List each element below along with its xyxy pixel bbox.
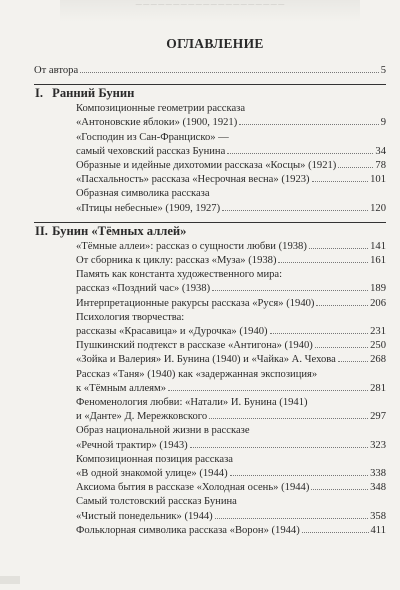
leader-dots [239,124,378,125]
toc-entry[interactable] [34,254,386,268]
toc-entry-line [76,202,386,216]
toc-entry[interactable] [34,102,386,130]
toc-entry-title: Память как константа художественного мира: [76,269,283,281]
toc-entry-title: Образ национальной жизни в рассказе [76,425,250,437]
toc-entry-title: Образные и идейные дихотомии рассказа «Косцы» (1921) [76,160,337,172]
toc-entry-title: Композиционные геометрии рассказа [76,103,246,115]
leader-dots [270,333,369,334]
toc-entry[interactable] [34,311,386,339]
toc-entry-title: «Тёмные аллеи»: рассказ о сущности любви (1938) [76,240,307,252]
toc-entry-title: Образная символика рассказа [76,188,210,200]
leader-dots [230,475,369,476]
leader-dots [80,72,379,73]
leader-dots [278,262,368,263]
toc-entry-title: «Речной трактир» (1943) [76,439,188,451]
leader-dots [212,290,368,291]
toc-entry[interactable] [34,481,386,495]
toc-entry-title: к «Тёмным аллеям» [76,382,167,394]
leader-dots [311,489,368,490]
toc-entry-page: 358 [370,510,386,522]
leader-dots [302,532,369,533]
toc-entry-page: 101 [370,174,386,186]
section-title: Ранний Бунин [52,86,135,101]
toc-entry-title: Фольклорная символика рассказа «Ворон» (1944) [76,524,300,536]
page-corner-mark [0,576,20,584]
toc-entry-page: 323 [370,439,386,451]
toc-entry-line [76,382,386,396]
leader-dots [309,248,368,249]
toc-entry[interactable] [34,524,386,538]
toc-entry-title: «В одной знакомой улице» (1944) [76,468,228,480]
toc-entry-title: самый чеховский рассказ Бунина [76,145,226,157]
toc-entry-line [76,116,386,130]
toc-entry-page: 268 [370,354,386,366]
section-title: Бунин «Тёмных аллей» [52,223,187,238]
toc-entry-title: Психология творчества: [76,311,185,323]
leader-dots [315,347,368,348]
toc-entry-page: 120 [370,202,386,214]
toc-entry-line [76,173,386,187]
toc-entry-title: «Чистый понедельник» (1944) [76,510,213,522]
toc-entry-line [76,439,386,453]
toc-entry[interactable] [34,339,386,353]
toc-entry[interactable] [34,187,386,215]
toc-entry-title: От сборника к циклу: рассказ «Муза» (1938) [76,255,277,267]
toc-entry-title: «Зойка и Валерия» И. Бунина (1940) и «Чайка» А. Чехова [76,354,336,366]
toc-entry[interactable] [34,268,386,296]
toc-entry-title: Аксиома бытия в рассказе «Холодная осень» (1944) [76,482,310,494]
toc-entry-title: рассказы «Красавица» и «Дурочка» (1940) [76,326,268,338]
toc-entry-title: Пушкинский подтекст в рассказе «Антигона» (1940) [76,340,313,352]
toc-entry[interactable] [34,368,386,396]
toc-entry-line [76,524,386,538]
leader-dots [227,153,373,154]
toc-entry[interactable] [34,297,386,311]
toc-entry-page: 348 [370,482,386,494]
toc-entry-title: Феноменология любви: «Натали» И. Бунина (1941) [76,397,308,409]
toc-entry-line [76,145,386,159]
toc-entry-page: 161 [370,255,386,267]
toc-sections [34,84,386,538]
toc-entry-page: 338 [370,468,386,480]
leader-dots [312,181,369,182]
toc-entry-title: «Господин из Сан-Франциско» — [76,131,229,143]
section-number: I. [35,86,44,101]
toc-entry[interactable] [34,240,386,254]
toc-entry-line [76,481,386,495]
section-heading [34,223,386,240]
section-heading [34,85,386,102]
leader-dots [190,447,368,448]
toc-entry[interactable] [34,453,386,481]
toc-entry-page: 9 [380,117,386,129]
toc-entry-title: «Птицы небесные» (1909, 1927) [76,202,221,214]
toc-entry-line [76,353,386,367]
toc-entry[interactable] [34,424,386,452]
toc-entry-title: рассказ «Поздний час» (1938) [76,283,211,295]
toc-entry-line [76,467,386,481]
toc-entry[interactable] [34,173,386,187]
toc-entry-title: Интерпретационные ракурсы рассказа «Руся» (1940) [76,297,315,309]
toc-entry-page: 5 [380,65,386,76]
toc-entry[interactable] [34,159,386,173]
toc-entry-page: 281 [370,382,386,394]
page-title: ОГЛАВЛЕНИЕ [166,36,264,51]
leader-dots [215,518,368,519]
toc-entry-line [76,240,386,254]
leader-dots [209,418,368,419]
toc-entry-page: 297 [370,411,386,423]
previous-page-bleed: — — — — — — — — — — — — — — — — — — — — [60,0,360,22]
toc-entry-title: От автора [34,65,79,76]
toc-entry-page: 78 [375,160,386,172]
toc-entry-intro[interactable] [34,64,386,78]
toc-entry-page: 141 [370,240,386,252]
toc-entry-title: «Антоновские яблоки» (1900, 1921) [76,117,238,129]
table-of-contents [34,36,386,538]
leader-dots [338,167,373,168]
toc-entry-line [76,297,386,311]
toc-entry-line [76,339,386,353]
toc-entry-title: «Пасхальность» рассказа «Несрочная весна» (1923) [76,174,310,186]
toc-entry-page: 206 [370,297,386,309]
toc-entry[interactable] [34,131,386,159]
toc-entry-line [76,325,386,339]
toc-entry[interactable] [34,353,386,367]
toc-entry-line [76,282,386,296]
leader-dots [338,361,368,362]
leader-dots [316,305,368,306]
toc-entry-title: Рассказ «Таня» (1940) как «задержанная экспозиция» [76,368,318,380]
toc-entry-page: 411 [370,524,386,536]
toc-entry-page: 231 [370,326,386,338]
toc-entry-line [76,410,386,424]
toc-entry[interactable] [34,495,386,523]
toc-entry-title: и «Данте» Д. Мережковского [76,411,208,423]
leader-dots [168,390,368,391]
toc-entry-line [76,159,386,173]
toc-entry-page: 250 [370,340,386,352]
leader-dots [222,210,368,211]
toc-entry-page: 189 [370,283,386,295]
toc-entry-title: Самый толстовский рассказ Бунина [76,496,237,508]
toc-entry-line [76,510,386,524]
toc-entry-page: 34 [375,145,386,157]
toc-entry-line [76,254,386,268]
toc-entry[interactable] [34,396,386,424]
toc-entry-title: Композиционная позиция рассказа [76,453,234,465]
section-number: II. [35,223,48,238]
